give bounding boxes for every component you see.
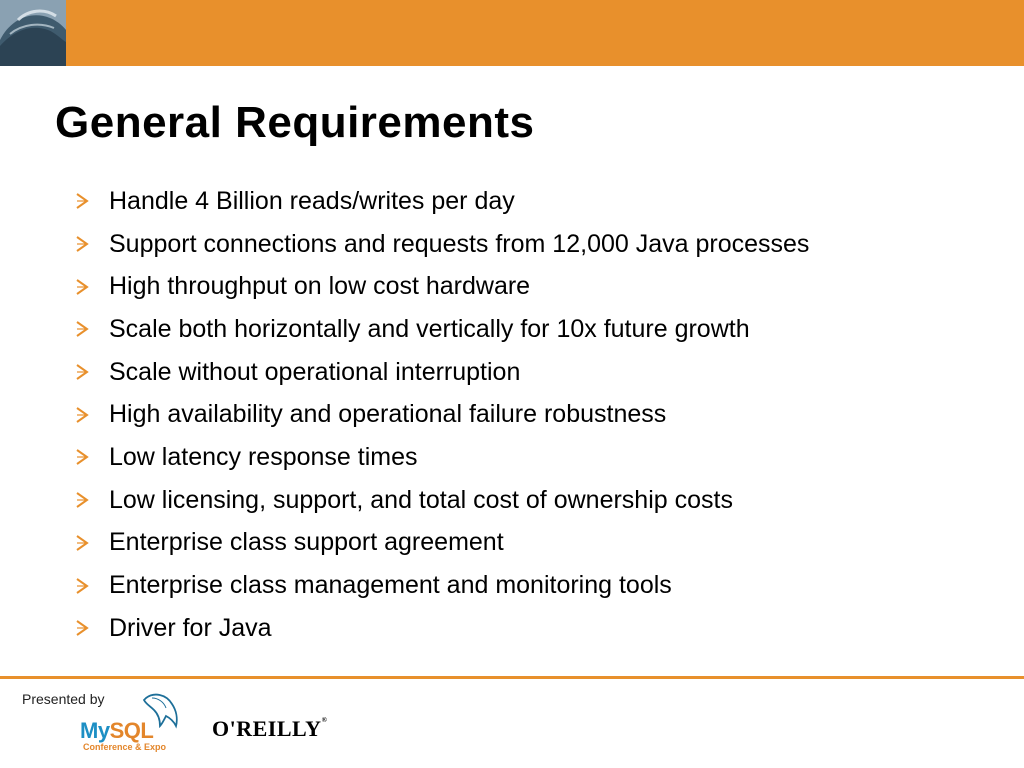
list-item bbox=[72, 393, 809, 436]
mysql-conference-logo bbox=[80, 690, 190, 754]
oreilly-wordmark: O'REILLY bbox=[212, 716, 322, 741]
list-item bbox=[72, 607, 809, 650]
mysql-subtitle: Conference & Expo bbox=[83, 742, 167, 752]
bullet-text: Scale both horizontally and vertically for 10x future growth bbox=[109, 314, 750, 343]
bullet-text: Enterprise class support agreement bbox=[109, 528, 504, 557]
arrow-bullet-icon bbox=[72, 362, 92, 382]
ocean-wave-image bbox=[0, 0, 66, 66]
arrow-bullet-icon bbox=[72, 277, 92, 297]
mysql-my: My bbox=[80, 718, 110, 743]
arrow-bullet-icon bbox=[72, 533, 92, 553]
mysql-wordmark bbox=[80, 718, 153, 744]
bullet-text: Enterprise class management and monitoring tools bbox=[109, 571, 672, 600]
wave-graphic bbox=[0, 0, 66, 66]
list-item bbox=[72, 351, 809, 394]
list-item bbox=[72, 308, 809, 351]
list-item bbox=[72, 223, 809, 266]
bullet-text: High availability and operational failure robustness bbox=[109, 400, 667, 429]
arrow-bullet-icon bbox=[72, 234, 92, 254]
header-band bbox=[0, 0, 1024, 66]
arrow-bullet-icon bbox=[72, 576, 92, 596]
mysql-sql: SQL bbox=[109, 718, 154, 743]
list-item bbox=[72, 564, 809, 607]
bullet-list bbox=[72, 180, 809, 650]
arrow-bullet-icon bbox=[72, 319, 92, 339]
list-item bbox=[72, 436, 809, 479]
bullet-text: Driver for Java bbox=[109, 613, 272, 642]
arrow-bullet-icon bbox=[72, 447, 92, 467]
arrow-bullet-icon bbox=[72, 490, 92, 510]
oreilly-logo bbox=[212, 716, 327, 742]
list-item bbox=[72, 479, 809, 522]
arrow-bullet-icon bbox=[72, 191, 92, 211]
list-item bbox=[72, 522, 809, 565]
footer-divider bbox=[0, 676, 1024, 679]
bullet-text: Low latency response times bbox=[109, 442, 418, 471]
list-item bbox=[72, 265, 809, 308]
bullet-text: Handle 4 Billion reads/writes per day bbox=[109, 186, 515, 215]
bullet-text: High throughput on low cost hardware bbox=[109, 272, 531, 301]
list-item bbox=[72, 180, 809, 223]
slide-title: General Requirements bbox=[55, 98, 535, 147]
bullet-text: Scale without operational interruption bbox=[109, 357, 521, 386]
arrow-bullet-icon bbox=[72, 618, 92, 638]
bullet-text: Low licensing, support, and total cost of ownership costs bbox=[109, 485, 733, 514]
presented-by-label: Presented by bbox=[22, 691, 105, 707]
arrow-bullet-icon bbox=[72, 405, 92, 425]
registered-mark: ® bbox=[321, 716, 328, 724]
bullet-text: Support connections and requests from 12,000 Java processes bbox=[109, 229, 810, 258]
